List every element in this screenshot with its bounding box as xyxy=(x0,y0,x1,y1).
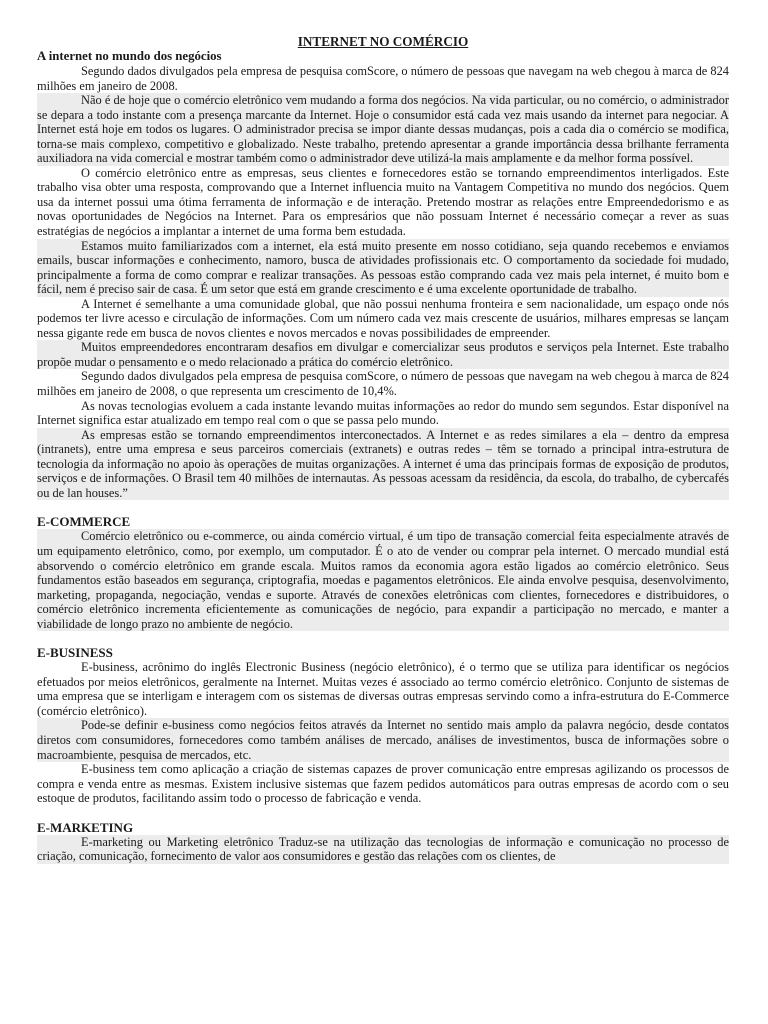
document-page xyxy=(37,34,729,864)
section-heading-e-marketing: E-MARKETING xyxy=(37,819,134,835)
section-spacer xyxy=(37,500,729,514)
paragraph: As empresas estão se tornando empreendimentos interconectados. A Internet e as redes similares a ela – dentro da empresa (intranets), entre uma empresa e seus parceiros comerciais (extranets) e outras redes – têm se tornado a principal intra-estrutura de tecnologia da informação no apoio às operações de muitas organizações. A internet é uma das principais formas de exposição de produtos, serviços e de informações. O Brasil tem 40 milhões de internautas. As pessoas acessam da residência, da escola, do trabalho, de cybercafés ou de lan houses.” xyxy=(37,427,729,500)
paragraph: Segundo dados divulgados pela empresa de pesquisa comScore, o número de pessoas que navegam na web chegou à marca de 824 milhões em janeiro de 2008. xyxy=(37,64,729,93)
section-heading-e-commerce: E-COMMERCE xyxy=(37,514,131,530)
paragraph: A Internet é semelhante a uma comunidade global, que não possui nenhuma fronteira e sem nacionalidade, um espaço onde nós podemos ter livre acesso e circulação de informações. Com um número cada vez mais crescente de usuários, milhares empresas se lançam nessa gigante rede em busca de novos clientes e novos mercados e novas possibilidades de empreender. xyxy=(37,296,729,340)
paragraph: Estamos muito familiarizados com a internet, ela está muito presente em nosso cotidiano, seja quando recebemos e enviamos emails, buscar informações e conhecimento, namoro, busca de atividades profissionais etc. O comportamento da sociedade foi mudado, principalmente a forma de como comprar e realizar transações. As pessoas estão comprando cada vez mais pela internet, é muito bom e fácil, nem é preciso sair de casa. É um setor que está em grande crescimento e é uma excelente oportunidade de trabalho. xyxy=(37,238,729,297)
paragraph: O comércio eletrônico entre as empresas, seus clientes e fornecedores estão se tornando empreendimentos interligados. Este trabalho visa obter uma resposta, comprovando que a Internet influencia muito na Vantagem Competitiva no mundo dos negócios. Quem usa da internet possui uma ótima ferramenta de informação e de interação. Pretendo mostrar as relações entre Empreendedorismo e as novas oportunidades de Negócios na Internet. Para os empresários que não possuam Internet é necessário começar a rever as suas estratégias de negócios a implantar a internet de uma forma bem estudada. xyxy=(37,165,729,239)
paragraph: Segundo dados divulgados pela empresa de pesquisa comScore, o número de pessoas que navegam na web chegou à marca de 824 milhões em janeiro de 2008, o que representa um crescimento de 10,4%. xyxy=(37,369,729,399)
paragraph: Muitos empreendedores encontraram desafios em divulgar e comercializar seus produtos e serviços pela Internet. Este trabalho propõe mudar o pensamento e o medo relacionado a prática do comércio eletrônico. xyxy=(37,340,729,369)
section-spacer xyxy=(37,806,729,820)
section-spacer xyxy=(37,631,729,645)
paragraph: Comércio eletrônico ou e-commerce, ou ainda comércio virtual, é um tipo de transação comercial feita especialmente através de um equipamento eletrônico, como, por exemplo, um computador. É o ato de vender ou comprar pela internet. O mercado mundial está absorvendo o comércio eletrônico em grande escala. Muitos ramos da economia agora estão ligados ao comércio eletrônico. Seus fundamentos estão baseados em segurança, criptografia, moedas e pagamentos eletrônicos. Ele ainda envolve pesquisa, desenvolvimento, marketing, propaganda, negociação, vendas e suporte. Através de conexões eletrônicas com clientes, fornecedores e distribuidores, o comércio eletrônico incrementa eficientemente as comunicações de negócio, para expandir a participação no mercado, e manter a viabilidade de longo prazo no ambiente de negócio. xyxy=(37,529,729,631)
paragraph: Pode-se definir e-business como negócios feitos através da Internet no sentido mais amplo da palavra negócio, desde contatos diretos com consumidores, fornecedores como também análises de mercado, análises de investimentos, busca de informações sobre o macroambiente, pesquisa de mercados, etc. xyxy=(37,718,729,762)
document-title: INTERNET NO COMÉRCIO xyxy=(297,34,469,49)
paragraph: As novas tecnologias evoluem a cada instante levando muitas informações ao redor do mundo sem segundos. Estar disponível na Internet significa estar atualizado em tempo real com o que se passa pelo mundo. xyxy=(37,398,729,428)
section-heading-internet-negocios: A internet no mundo dos negócios xyxy=(37,49,222,63)
paragraph: E-business tem como aplicação a criação de sistemas capazes de prover comunicação entre empresas agilizando os processos de compra e venda entre as mesmas. Existem inclusive sistemas que fazem pedidos automáticos para outras empresas de acordo com o seu estoque de produtos, facilitando assim todo o processo de fabricação e venda. xyxy=(37,762,729,806)
paragraph: Não é de hoje que o comércio eletrônico vem mudando a forma dos negócios. Na vida particular, ou no comércio, o administrador se depara a todo instante com a presença marcante da Internet. Hoje o consumidor está cada vez mais usando da internet para negociar. A Internet está hoje em todos os lugares. O administrador precisa se impor diante dessas mudanças, pois a cada dia o comércio se modifica, torna-se mais complexo, competitivo e globalizado. Neste trabalho, pretendo apresentar a grande importância dessa brilhante ferramenta auxiliadora na vida comercial e mostrar também como o administrador deve utilizá-la mais amplamente e da melhor forma possível. xyxy=(37,93,729,166)
section-heading-e-business: E-BUSINESS xyxy=(37,645,113,661)
paragraph: E-business, acrônimo do inglês Electronic Business (negócio eletrônico), é o termo que se utiliza para identificar os negócios efetuados por meios eletrônicos, geralmente na Internet. Muitas vezes é associado ao termo comércio eletrônico. Conjunto de sistemas de uma empresa que se interligam e interagem com os sistemas de diversas outras empresas servindo como a infra-estrutura do E-Commerce (comércio eletrônico). xyxy=(37,660,729,718)
paragraph: E-marketing ou Marketing eletrônico Traduz-se na utilização das tecnologias de informação e comunicação no processo de criação, comunicação, fornecimento de valor aos consumidores e gestão das relações com os clientes, de xyxy=(37,834,729,864)
